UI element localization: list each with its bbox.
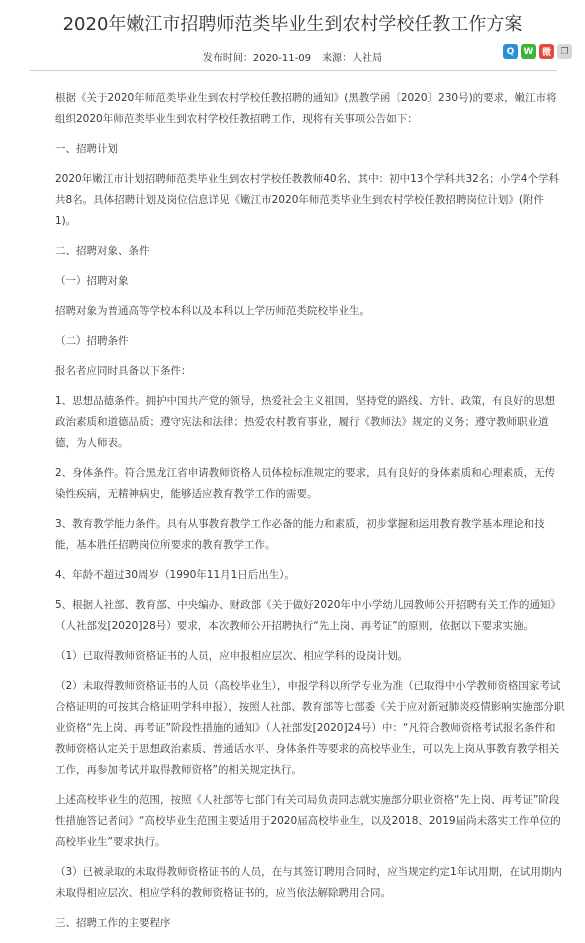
paragraph: （3）已被录取的未取得教师资格证书的人员，在与其签订聘用合同时，应当规定约定1年试用期，在试用期内未取得相应层次、相应学科的教师资格证书的，应当依法解除聘用合同。	[55, 866, 562, 899]
paragraph: 1、思想品德条件。拥护中国共产党的领导，热爱社会主义祖国，坚持党的路线、方针、政策，有良好的思想政治素质和道德品质；遵守宪法和法律；热爱农村教育事业，履行《教师法》规定的义务；遵守教师职业道德，为人师表。	[55, 395, 556, 449]
paragraph: 3、教育教学能力条件。具有从事教育教学工作必备的能力和素质，初步掌握和运用教育教学基本理论和技能，基本胜任招聘岗位所要求的教育教学工作。	[55, 518, 545, 551]
copy-icon[interactable]: ❐	[557, 44, 572, 59]
subsection-heading: （二）招聘条件	[55, 335, 129, 347]
title-divider	[30, 70, 557, 71]
paragraph: 招聘对象为普通高等学校本科以及本科以上学历师范类院校毕业生。	[55, 305, 370, 317]
paragraph: 2、身体条件。符合黑龙江省申请教师资格人员体检标准规定的要求，具有良好的身体素质和心理素质，无传染性疾病，无精神病史，能够适应教育教学工作的需要。	[55, 467, 556, 500]
article-body	[55, 88, 565, 943]
wechat-icon[interactable]: W	[521, 44, 536, 59]
paragraph: 2020年嫩江市计划招聘师范类毕业生到农村学校任教教师40名，其中：初中13个学科共32名；小学4个学科共8名。具体招聘计划及岗位信息详见《嫩江市2020年师范类毕业生到农村学校任教招聘岗位计划》(附件1)。	[55, 173, 559, 227]
share-bar	[503, 44, 572, 59]
weibo-icon[interactable]: 微	[539, 44, 554, 59]
paragraph: 5、根据人社部、教育部、中央编办、财政部《关于做好2020年中小学幼儿园教师公开招聘有关工作的通知》（人社部发[2020]28号）要求，本次教师公开招聘执行“先上岗、再考证”的原则，依据以下要求实施。	[55, 599, 561, 632]
publish-time: 发布时间：2020-11-09	[202, 53, 311, 64]
subsection-heading: （一）招聘对象	[55, 275, 129, 287]
article-title: 2020年嫩江市招聘师范类毕业生到农村学校任教工作方案	[62, 14, 523, 35]
article-meta	[0, 49, 585, 64]
paragraph: 4、年龄不超过30周岁（1990年11月1日后出生）。	[55, 569, 296, 581]
paragraph: 上述高校毕业生的范围，按照《人社部等七部门有关司局负责同志就实施部分职业资格“先上岗、再考证”阶段性措施答记者问》“高校毕业生范围主要适用于2020届高校毕业生，以及2018、2019届尚未落实工作单位的高校毕业生”要求执行。	[55, 794, 561, 848]
intro-paragraph: 根据《关于2020年师范类毕业生到农村学校任教招聘的通知》(黑教学函〔2020〕230号)的要求，嫩江市将组织2020年师范类毕业生到农村学校任教招聘工作，现将有关事项公告如下：	[55, 92, 557, 125]
source: 来源：人社局	[322, 53, 383, 64]
section-heading: 二、招聘对象、条件	[55, 245, 150, 257]
qq-icon[interactable]: Q	[503, 44, 518, 59]
paragraph: （2）未取得教师资格证书的人员（高校毕业生），申报学科以所学专业为准（已取得中小学教师资格国家考试合格证明的可按其合格证明学科申报），按照人社部、教育部等七部委《关于应对新冠肺炎疫情影响实施部分职业资格“先上岗、再考证”阶段性措施的通知》（人社部发[2020]24号）中：“凡符合教师资格考试报名条件和教师资格认定关于思想政治素质、普通话水平、身体条件等要求的高校毕业生，可以先上岗从事教育教学相关工作，再参加考试并取得教师资格”的相关规定执行。	[55, 680, 565, 776]
paragraph: 报名者应同时具备以下条件：	[55, 365, 192, 377]
section-heading: 一、招聘计划	[55, 143, 118, 155]
section-heading: 三、招聘工作的主要程序	[55, 917, 171, 929]
paragraph: （1）已取得教师资格证书的人员，应申报相应层次、相应学科的设岗计划。	[55, 650, 409, 662]
